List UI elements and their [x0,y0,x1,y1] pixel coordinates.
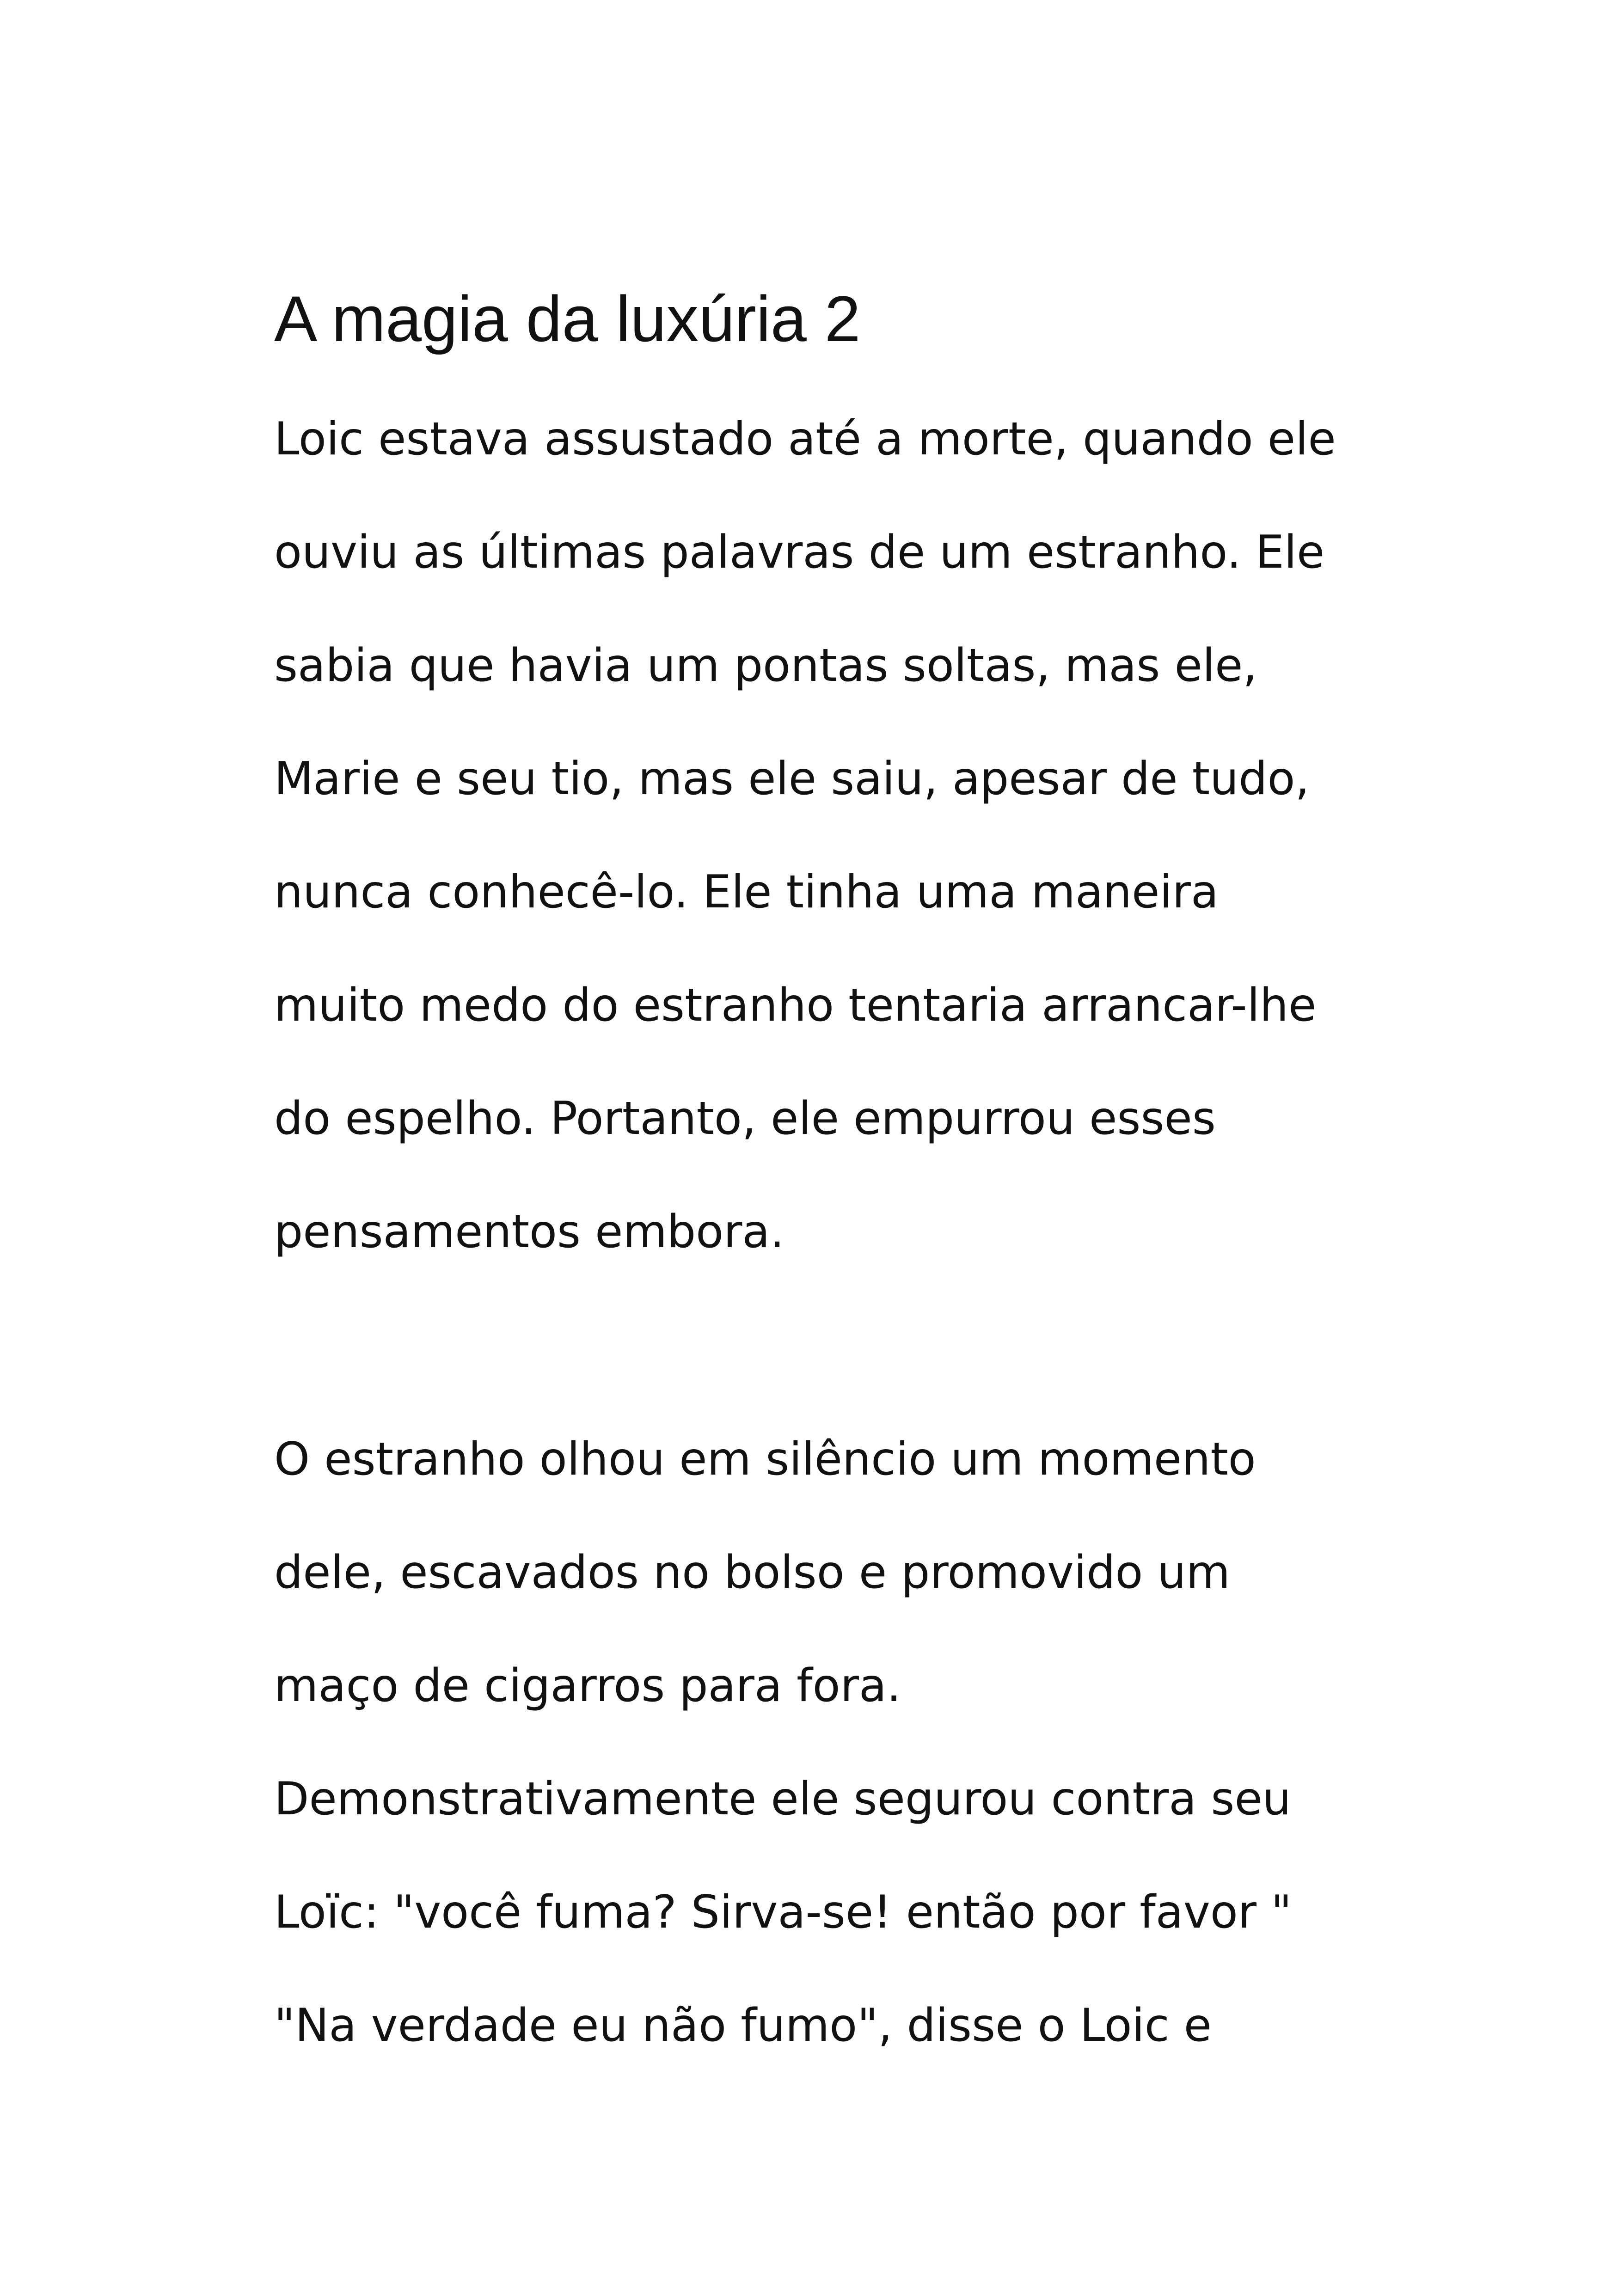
text-line: dele, escavados no bolso e promovido um [274,1546,1231,1599]
text-line: Loic estava assustado até a morte, quando ele [274,413,1336,465]
document-title: A magia da luxúria 2 [274,282,861,355]
text-line: O estranho olhou em silêncio um momento [274,1433,1256,1486]
text-line: do espelho. Portanto, ele empurrou esses [274,1092,1216,1145]
text-line: "Na verdade eu não fumo", disse o Loic e [274,1999,1212,2052]
text-line: nunca conhecê-lo. Ele tinha uma maneira [274,866,1219,918]
text-line: ouviu as últimas palavras de um estranho. Ele [274,526,1325,579]
text-line: Loïc: "você fuma? Sirva-se! então por favor " [274,1886,1292,1939]
text-line: pensamentos embora. [274,1206,784,1258]
text-line: maço de cigarros para fora. [274,1659,901,1712]
text-line: Marie e seu tio, mas ele saiu, apesar de tudo, [274,753,1310,805]
text-line: Demonstrativamente ele segurou contra seu [274,1773,1291,1825]
text-line: sabia que havia um pontas soltas, mas ele, [274,639,1257,692]
text-line: muito medo do estranho tentaria arrancar-lhe [274,979,1317,1032]
